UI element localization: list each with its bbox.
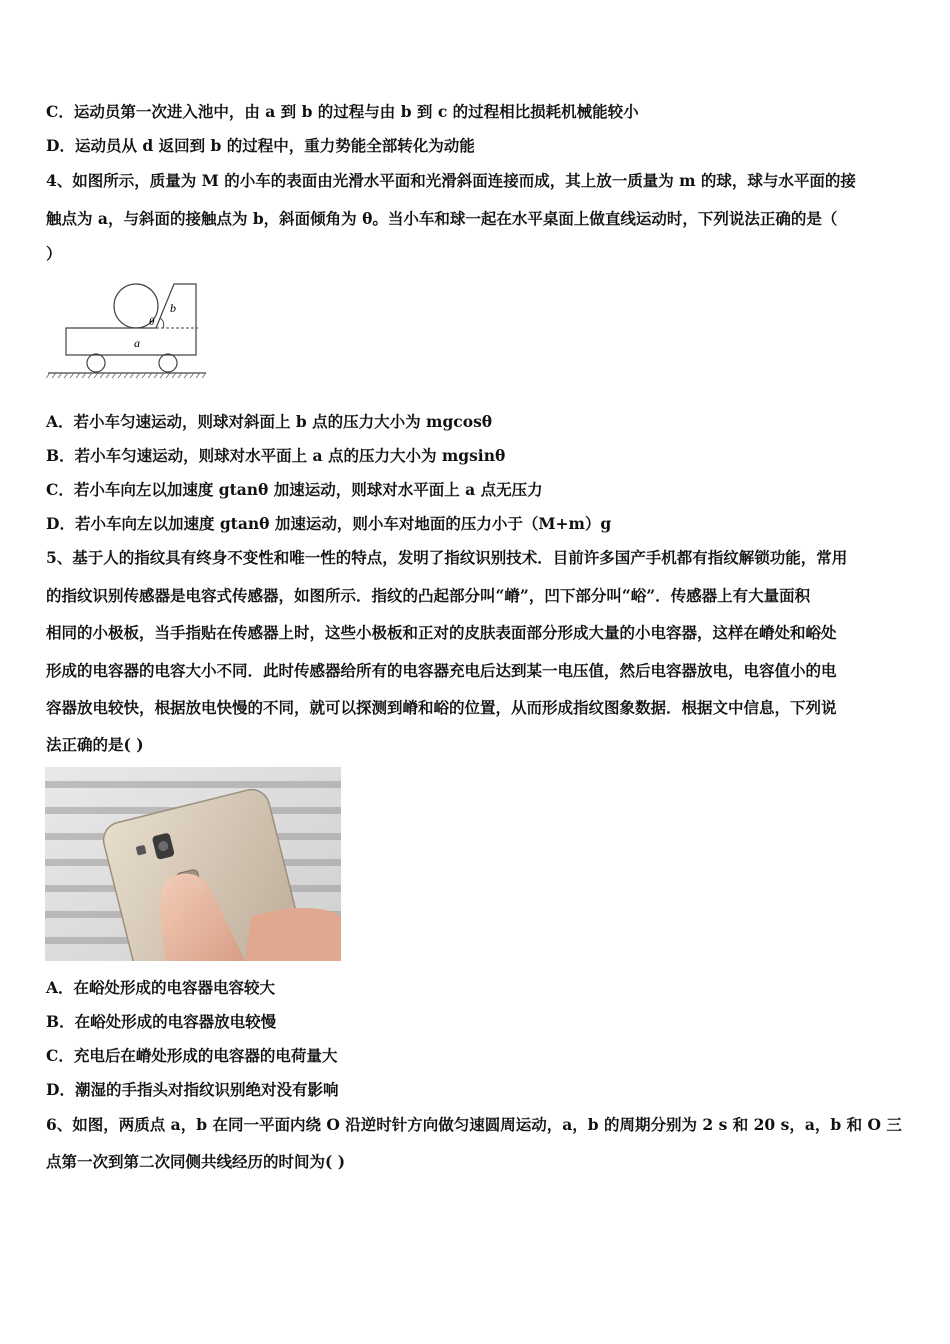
- label-theta: θ: [149, 316, 155, 328]
- q5-stem-line-5: 容器放电较快，根据放电快慢的不同，就可以探测到嵴和峪的位置，从而形成指纹图象数据．根据文中信息，下列说: [46, 698, 837, 717]
- q5-option-a: A．在峪处形成的电容器电容较大: [46, 978, 276, 997]
- q4-option-a: A．若小车匀速运动，则球对斜面上 b 点的压力大小为 mgcosθ: [46, 412, 493, 431]
- q6-stem-line-2: 点第一次到第二次同侧共线经历的时间为( ): [46, 1152, 346, 1171]
- q5-stem-line-3: 相同的小极板，当手指贴在传感器上时，这些小极板和正对的皮肤表面部分形成大量的小电容器，这样在嵴处和峪处: [46, 623, 837, 642]
- q4-option-b: B．若小车匀速运动，则球对水平面上 a 点的压力大小为 mgsinθ: [46, 446, 506, 465]
- q5-stem-line-2: 的指纹识别传感器是电容式传感器，如图所示．指纹的凸起部分叫“嵴”，凹下部分叫“峪”．传感器上有大量面积: [46, 586, 811, 605]
- q4-option-c: C．若小车向左以加速度 gtanθ 加速运动，则球对水平面上 a 点无压力: [46, 480, 543, 499]
- q5-stem-line-4: 形成的电容器的电容大小不同．此时传感器给所有的电容器充电后达到某一电压值，然后电容器放电，电容值小的电: [46, 661, 837, 680]
- fingerprint-phone-photo: [45, 767, 341, 961]
- q5-option-b: B．在峪处形成的电容器放电较慢: [46, 1012, 277, 1031]
- q4-stem-line-3: ）: [46, 244, 62, 263]
- q3-option-c: C．运动员第一次进入池中，由 a 到 b 的过程与由 b 到 c 的过程相比损耗机械能较小: [46, 102, 639, 121]
- q5-stem-line-6: 法正确的是( ): [46, 735, 144, 754]
- q4-stem-line-2: 触点为 a，与斜面的接触点为 b，斜面倾角为 θ。当小车和球一起在水平桌面上做直线运动时，下列说法正确的是（: [46, 209, 838, 228]
- label-b: b: [170, 301, 176, 315]
- q3-option-d: D．运动员从 d 返回到 b 的过程中，重力势能全部转化为动能: [46, 136, 475, 155]
- q5-stem-line-1: 5、基于人的指纹具有终身不变性和唯一性的特点，发明了指纹识别技术．目前许多国产手机都有指纹解锁功能，常用: [46, 548, 848, 567]
- q4-stem-line-1: 4、如图所示，质量为 M 的小车的表面由光滑水平面和光滑斜面连接而成，其上放一质量为 m 的球，球与水平面的接: [46, 171, 856, 190]
- label-a: a: [134, 336, 140, 350]
- q5-option-d: D．潮湿的手指头对指纹识别绝对没有影响: [46, 1080, 339, 1099]
- q5-option-c: C．充电后在嵴处形成的电容器的电荷量大: [46, 1046, 338, 1065]
- q6-stem-line-1: 6、如图，两质点 a，b 在同一平面内绕 O 沿逆时针方向做匀速圆周运动，a，b 的周期分别为 2 s 和 20 s，a，b 和 O 三: [46, 1115, 902, 1134]
- cart-ball-figure: [46, 280, 211, 386]
- q4-option-d: D．若小车向左以加速度 gtanθ 加速运动，则小车对地面的压力小于（M+m）g: [46, 514, 612, 533]
